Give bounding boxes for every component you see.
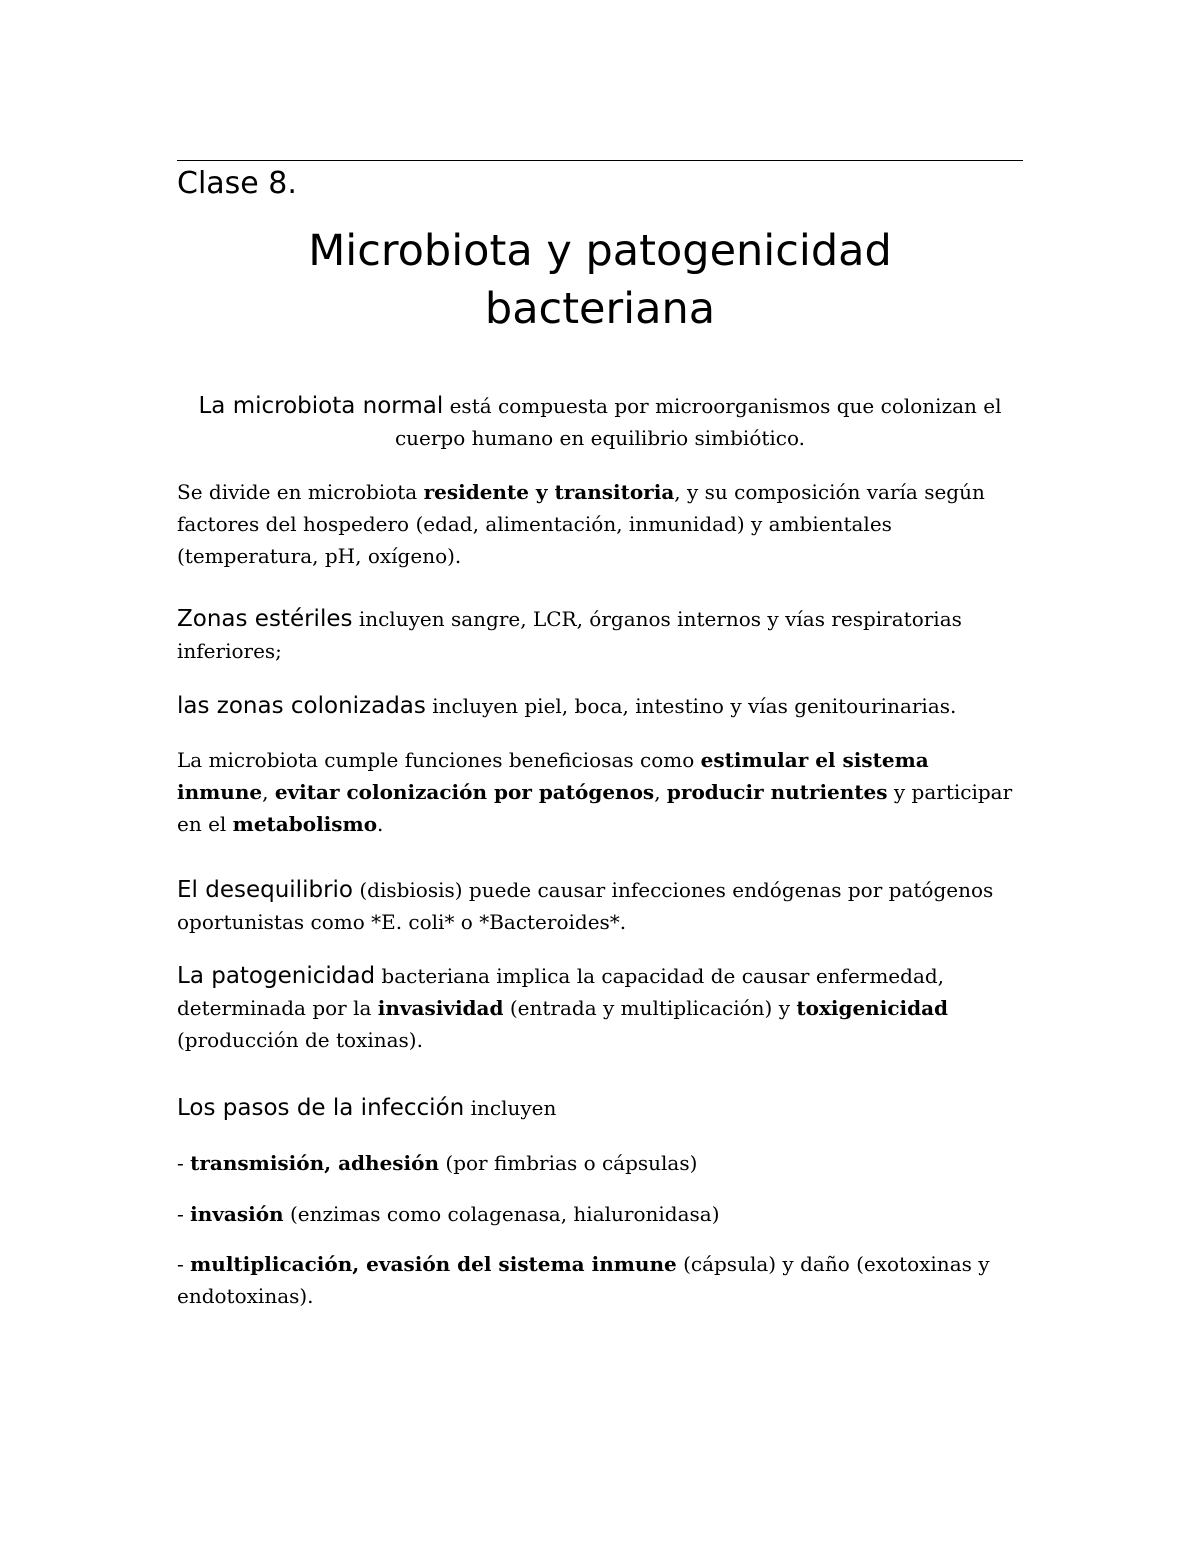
class-number-heading: Clase 8. bbox=[177, 166, 297, 201]
title-line-1: Microbiota y patogenicidad bbox=[308, 226, 892, 276]
paragraph-sterile-zones bbox=[177, 603, 1023, 667]
document-title bbox=[177, 222, 1023, 338]
bold-term: toxigenicidad bbox=[796, 996, 949, 1020]
bold-term: residente y transitoria bbox=[423, 480, 675, 504]
paragraph-imbalance bbox=[177, 874, 1023, 938]
bold-term: metabolismo bbox=[232, 812, 378, 836]
paragraph-lead: Zonas estériles bbox=[177, 606, 353, 632]
paragraph-text: , bbox=[654, 780, 667, 804]
paragraph-text: (entrada y multiplicación) y bbox=[503, 996, 797, 1020]
paragraph-text: Se divide en microbiota bbox=[177, 480, 424, 504]
list-item bbox=[177, 1147, 1023, 1179]
paragraph-text: . bbox=[377, 812, 384, 836]
paragraph-microbiota-normal bbox=[177, 390, 1023, 454]
paragraph-text: está compuesta por microorganismos que colonizan el cuerpo humano en equilibrio simbiótico. bbox=[394, 394, 1002, 450]
bold-term: invasividad bbox=[377, 996, 504, 1020]
top-horizontal-rule bbox=[177, 160, 1023, 161]
paragraph-text: bacteriana implica la capacidad de causar enfermedad, determinada por la bbox=[177, 964, 945, 1020]
bold-term: transmisión, adhesión bbox=[190, 1151, 440, 1175]
paragraph-text: La microbiota cumple funciones beneficiosas como bbox=[177, 748, 701, 772]
paragraph-text: incluyen piel, boca, intestino y vías genitourinarias. bbox=[425, 694, 957, 718]
paragraph-colonized-zones bbox=[177, 690, 1023, 722]
paragraph-lead: La patogenicidad bbox=[177, 963, 376, 989]
title-line-2: bacteriana bbox=[484, 284, 716, 334]
paragraph-text: , y su composición varía según factores del hospedero (edad, alimentación, inmunidad) y ambientales (temperatura, pH, oxígeno). bbox=[177, 480, 985, 568]
bold-term: evitar colonización por patógenos bbox=[274, 780, 655, 804]
list-item-text: (enzimas como colagenasa, hialuronidasa) bbox=[283, 1202, 720, 1226]
paragraph-lead: La microbiota normal bbox=[198, 393, 444, 419]
bold-term: producir nutrientes bbox=[666, 780, 888, 804]
bold-term: multiplicación, evasión del sistema inmune bbox=[190, 1252, 677, 1276]
list-item bbox=[177, 1198, 1023, 1230]
paragraph-lead: Los pasos de la infección bbox=[177, 1095, 465, 1121]
paragraph-text: incluyen sangre, LCR, órganos internos y vías respiratorias inferiores; bbox=[177, 607, 962, 663]
paragraph-lead: las zonas colonizadas bbox=[177, 693, 426, 719]
list-item-text: (cápsula) y daño (exotoxinas y endotoxinas). bbox=[177, 1252, 990, 1308]
paragraph-text: (disbiosis) puede causar infecciones endógenas por patógenos oportunistas como *E. coli* o *Bacteroides*. bbox=[177, 878, 994, 934]
bold-term: estimular el sistema inmune bbox=[177, 748, 929, 804]
paragraph-text: y participar en el bbox=[177, 780, 1013, 836]
paragraph-text: (producción de toxinas). bbox=[177, 1028, 423, 1052]
list-dash: - bbox=[177, 1151, 191, 1175]
document-page bbox=[177, 0, 1023, 1553]
list-dash: - bbox=[177, 1202, 191, 1226]
paragraph-pathogenicity bbox=[177, 960, 1023, 1056]
paragraph-lead: El desequilibrio bbox=[177, 877, 353, 903]
paragraph-functions bbox=[177, 744, 1023, 840]
list-item bbox=[177, 1248, 1023, 1312]
paragraph-division bbox=[177, 476, 1023, 572]
bold-term: invasión bbox=[190, 1202, 284, 1226]
paragraph-text: , bbox=[262, 780, 275, 804]
list-dash: - bbox=[177, 1252, 191, 1276]
paragraph-text: incluyen bbox=[464, 1096, 557, 1120]
paragraph-infection-steps bbox=[177, 1092, 1023, 1124]
list-item-text: (por fimbrias o cápsulas) bbox=[439, 1151, 698, 1175]
